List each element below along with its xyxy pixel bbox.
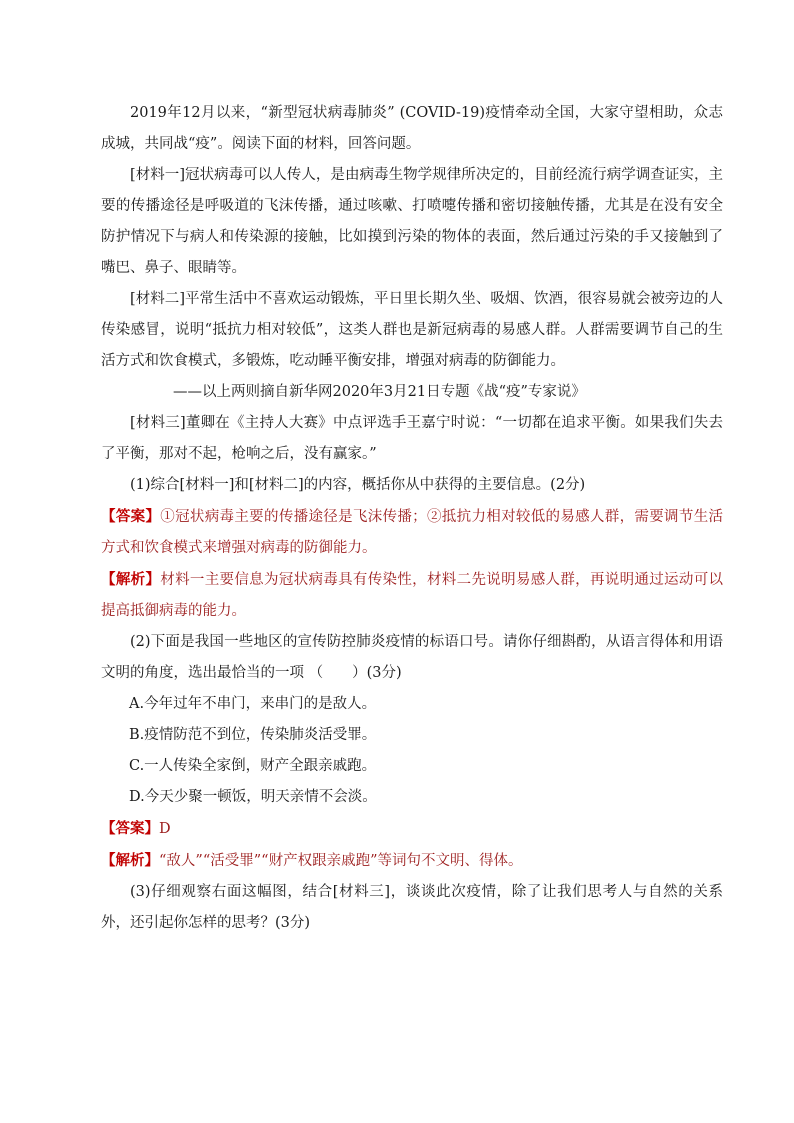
analysis-tag: 【解析】	[101, 571, 161, 588]
material-two-paragraph: [材料二]平常生活中不喜欢运动锻炼，平日里长期久坐、吸烟、饮酒，很容易就会被旁边的人传染感冒，说明“抵抗力相对较低”，这类人群也是新冠病毒的易感人群。人群需要调节自己的生活方式和饮食模式，多锻炼，吃动睡平衡安排，增强对病毒的防御能力。	[101, 291, 723, 369]
question-one-analysis	[101, 564, 723, 627]
question-one: (1)综合[材料一]和[材料二]的内容，概括你从中获得的主要信息。(2分)	[130, 477, 586, 493]
option-a: A.今年过年不串门，来串门的是敌人。	[129, 696, 377, 712]
analysis-text: 材料一主要信息为冠状病毒具有传染性，材料二先说明易感人群，再说明通过运动可以提高抵御病毒的能力。	[101, 572, 724, 619]
analysis-tag: 【解析】	[101, 852, 159, 869]
answer-tag: 【答案】	[101, 508, 161, 525]
source-citation: ——以上两则摘自新华网2020年3月21日专题《战“疫”专家说》	[173, 384, 586, 400]
option-d: D.今天少聚一顿饭，明天亲情不会淡。	[129, 789, 377, 805]
answer-tag: 【答案】	[101, 820, 159, 837]
option-b: B.疫情防范不到位，传染肺炎活受罪。	[129, 727, 377, 743]
option-c: C.一人传染全家倒，财产全跟亲戚跑。	[129, 758, 377, 774]
answer-text: D	[159, 821, 171, 837]
analysis-text: “敌人”“活受罪”“财产权跟亲戚跑”等词句不文明、得体。	[159, 853, 523, 869]
answer-text: ①冠状病毒主要的传播途径是飞沫传播；②抵抗力相对较低的易感人群，需要调节生活方式和饮食模式来增强对病毒的防御能力。	[101, 509, 724, 556]
question-one-answer	[101, 501, 723, 564]
question-two: (2)下面是我国一些地区的宣传防控肺炎疫情的标语口号。请你仔细斟酌，从语言得体和用语文明的角度，选出最恰当的一项 （ ）(3分)	[101, 634, 723, 681]
document-page	[101, 98, 723, 939]
material-three-paragraph: [材料三]董卿在《主持人大赛》中点评选手王嘉宁时说：“一切都在追求平衡。如果我们失去了平衡，那对不起，枪响之后，没有赢家。”	[101, 415, 723, 462]
material-one-paragraph: [材料一]冠状病毒可以人传人，是由病毒生物学规律所决定的，目前经流行病学调查证实，主要的传播途径是呼吸道的飞沫传播，通过咳嗽、打喷嚏传播和密切接触传播，尤其是在没有安全防护情况下与病人和传染源的接触，比如摸到污染的物体的表面，然后通过污染的手又接触到了嘴巴、鼻子、眼睛等。	[101, 167, 723, 276]
intro-paragraph: 2019年12月以来，“新型冠状病毒肺炎” (COVID-19)疫情牵动全国，大家守望相助，众志成城，共同战“疫”。阅读下面的材料，回答问题。	[101, 105, 723, 152]
question-two-answer	[101, 813, 723, 845]
question-three: (3)仔细观察右面这幅图，结合[材料三]，谈谈此次疫情，除了让我们思考人与自然的关系外，还引起你怎样的思考？(3分)	[101, 884, 723, 931]
question-two-analysis	[101, 845, 723, 877]
